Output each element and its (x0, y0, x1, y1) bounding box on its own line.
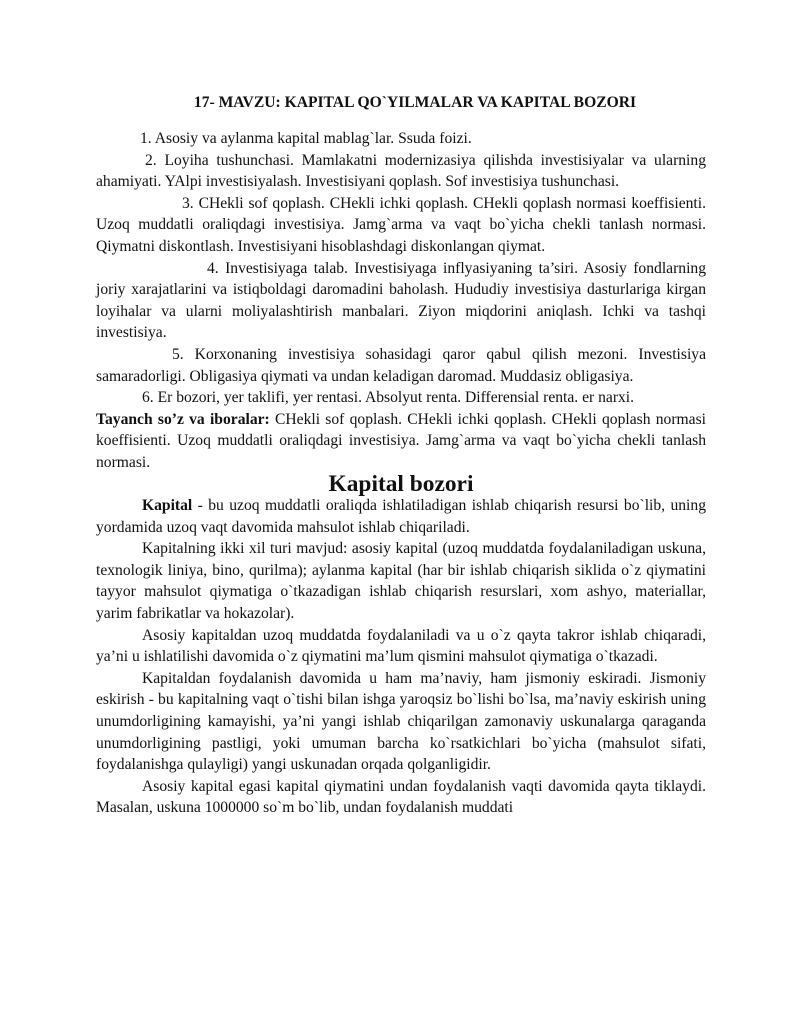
term-kapital: Kapital (142, 497, 193, 515)
topic-item: 5. Korxonaning investisiya sohasidagi qaror qabul qilish mezoni. Investisiya samaradorligi. Obligasiya qiymati va undan keladigan daromad. Muddasiz obligasiya. (96, 345, 706, 385)
body-paragraph (96, 495, 706, 538)
topic-item: 4. Investisiyaga talab. Investisiyaga inflyasiyaning ta’siri. Asosiy fondlarning joriy xarajatlarini va istiqboldagi daromadini baholash. Hududiy investisiya dasturlariga kirgan loyihalar va ularni moliyalashtirish manbalari. Ziyon miqdorini aniqlash. Ichki va tashqi investisiya. (96, 259, 706, 342)
topic-item: 6. Er bozori, yer taklifi, yer rentasi. Absolyut renta. Differensial renta. er narxi. (142, 389, 635, 407)
section-heading: Kapital bozori (328, 470, 474, 497)
paragraph-text: - bu uzoq muddatli oraliqda ishlatiladigan ishlab chiqarish resursi bo`lib, uning yordamida uzoq vaqt davomida mahsulot ishlab chiqariladi. (96, 497, 706, 536)
topic-list (96, 128, 706, 409)
body-paragraph: Kapitalning ikki xil turi mavjud: asosiy kapital (uzoq muddatda foydalaniladigan uskuna, texnologik liniya, bino, qurilma); aylanma kapital (har bir ishlab chiqarish siklida o`z qiymatini tayyor mahsulot qiymatiga o`tkazadigan ishlab chiqarish resurslari, xom ashyo, materiallar, yarim fabrikatlar va hokazolar). (96, 540, 706, 623)
page-title: 17- MAVZU: KAPITAL QO`YILMALAR VA KAPITAL BOZORI (193, 94, 637, 111)
topic-item: 1. Asosiy va aylanma kapital mablag`lar. Ssuda foizi. (140, 130, 472, 147)
body-paragraph: Asosiy kapitaldan uzoq muddatda foydalaniladi va u o`z qayta takror ishlab chiqaradi, ya’ni u ishlatilishi davomida o`z qiymatini ma’lum qismini mahsulot qiymatiga o`tkazadi. (96, 626, 706, 666)
topic-item: 3. CHekli sof qoplash. CHekli ichki qoplash. CHekli qoplash normasi koeffisienti. Uzoq muddatli oraliqdagi investisiya. Jamg`arma va vaqt bo`yicha chekli tanlash normasi. Qiymatni diskontlash. Investisiyani hisoblashdagi diskonlangan qiymat. (96, 194, 706, 255)
body-paragraph: Asosiy kapital egasi kapital qiymatini undan foydalanish vaqti davomida qayta tiklaydi. Masalan, uskuna 1000000 so`m bo`lib, undan foydalanish muddati (96, 777, 706, 817)
keywords-label: Tayanch so’z va iboralar: (96, 410, 270, 428)
keywords-paragraph (96, 409, 706, 474)
keywords-text: CHekli sof qoplash. CHekli ichki qoplash. CHekli qoplash normasi koeffisienti. Uzoq muddatli oraliqdagi investisiya. Jamg`arma va vaqt bo`yicha chekli tanlash normasi. (96, 410, 706, 471)
body-paragraph: Kapitaldan foydalanish davomida u ham ma’naviy, ham jismoniy eskiradi. Jismoniy eskirish - bu kapitalning vaqt o`tishi bilan ishga yaroqsiz bo`lishi bo`lsa, ma’naviy eskirish uning unumdorligining kamayishi, ya’ni yangi ishlab chiqarilgan zamonaviy uskunalarga qaraganda unumdorligining pastligi, yoki umuman barcha ko`rsatkichlari bo`yicha (mahsulot sifati, foydalanishga qulayligi) yangi uskunadan orqada qolganligidir. (96, 669, 706, 774)
document-page (96, 92, 706, 819)
topic-item: 2. Loyiha tushunchasi. Mamlakatni modernizasiya qilishda investisiyalar va ularning ahamiyati. YAlpi investisiyalash. Investisiyani qoplash. Sof investisiya tushunchasi. (96, 151, 706, 191)
